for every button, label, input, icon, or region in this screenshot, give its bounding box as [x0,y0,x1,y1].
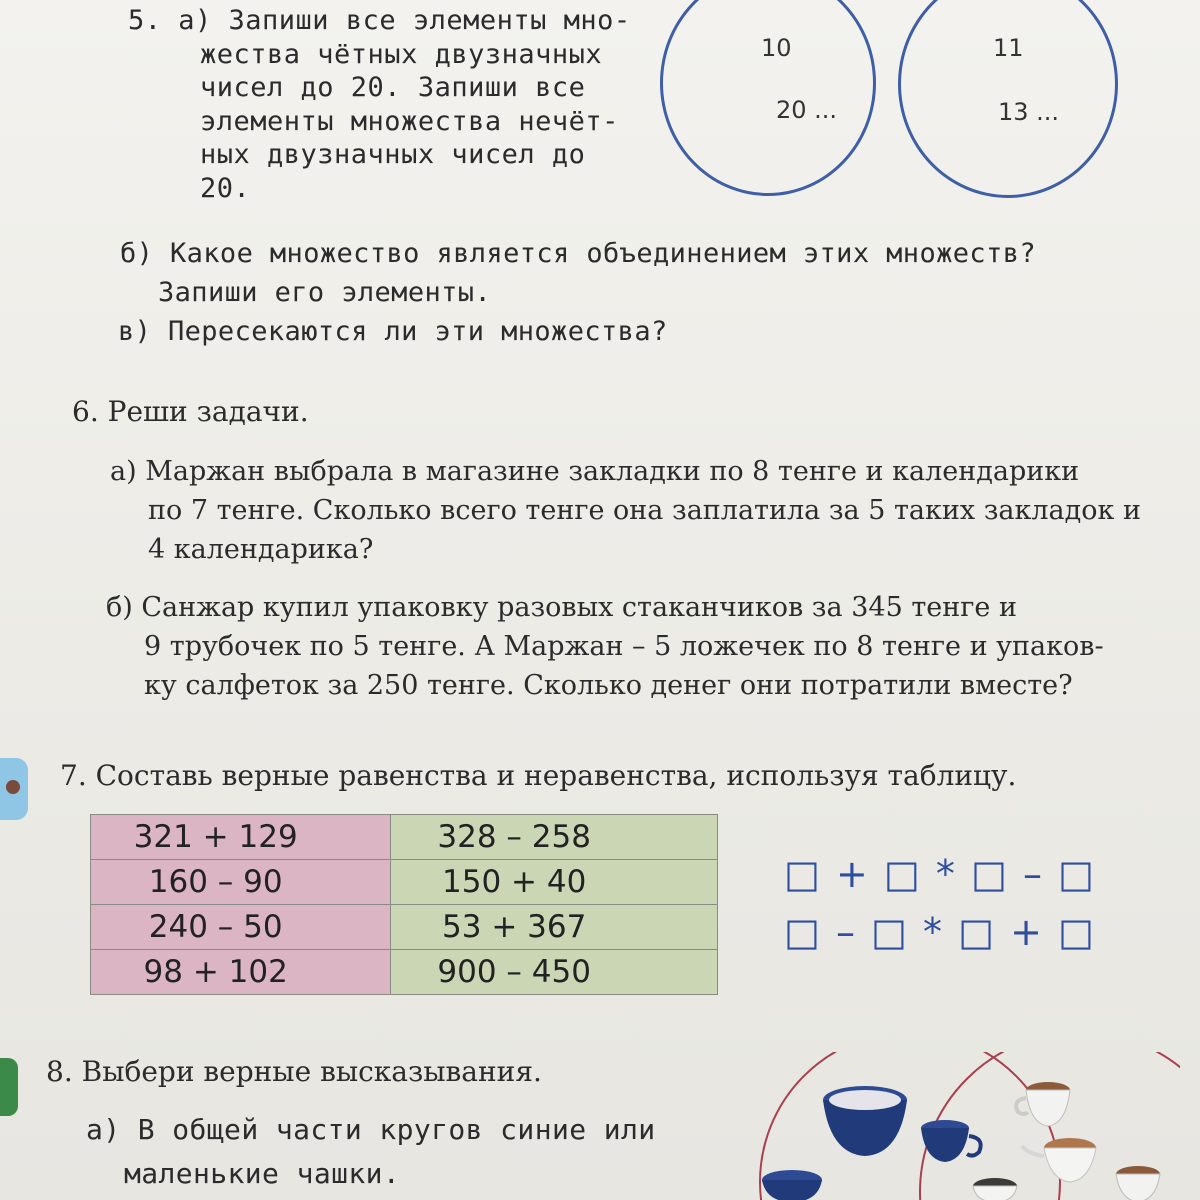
odd-set-first: 11 [993,34,1024,62]
pattern-row-2: □ – □ * □ + □ [784,910,1096,954]
task5-a-line: элементы множества нечёт- [200,105,619,137]
cups-venn-diagram [740,1052,1180,1200]
task8-a-line: маленькие чашки. [124,1157,401,1190]
even-set-first: 10 [761,34,792,62]
table-row [91,905,718,950]
task5-b-line: Запиши его элементы. [158,277,492,308]
blue-cup-bottom [762,1170,822,1200]
table-cell-right: 900 – 450 [391,950,718,995]
white-cup-coffee [1016,1082,1070,1126]
task6-title: 6. Реши задачи. [72,395,309,428]
expression-table [90,814,718,995]
task6-a-text [110,452,1141,569]
blue-cup-small [921,1120,981,1162]
odd-set-second: 13 ... [998,98,1060,126]
blue-cup-large [823,1086,907,1156]
even-set-second: 20 ... [776,96,838,124]
task6-b-text [106,588,1104,705]
table-cell-left: 160 – 90 [91,860,391,905]
task5-a-line: жества чётных двузначных [200,38,603,70]
task6-b-line: 9 трубочек по 5 тенге. А Маржан – 5 ложечек по 8 тенге и упаков- [144,631,1104,662]
white-cup-bottom [973,1178,1017,1200]
task5-a-text [128,4,631,205]
white-cup-coffee-bottom [1116,1166,1160,1200]
task5-a-line: 20. [200,172,251,204]
table-cell-right: 328 – 258 [391,815,718,860]
task7-title: 7. Составь верные равенства и неравенства, используя таблицу. [60,759,1017,792]
table-cell-left: 98 + 102 [91,950,391,995]
even-set-circle [660,0,876,196]
task8-a-text [86,1108,656,1196]
table-row [91,815,718,860]
white-teapot [1022,1138,1096,1182]
task5-b-text [120,234,1036,312]
task5-a-line: чисел до 20. Запиши все [200,72,586,103]
task6-a-line: по 7 тенге. Сколько всего тенге она заплатила за 5 таких закладок и [148,495,1141,526]
task6-b-line: ку салфеток за 250 тенге. Сколько денег они потратили вместе? [144,670,1073,701]
task5-c-text: в) Пересекаются ли эти множества? [118,316,668,347]
green-tab-icon [0,1058,18,1116]
task5-a-line: 5. а) Запиши все элементы мно- [128,5,631,36]
task5-b-line: б) Какое множество является объединением этих множеств? [120,238,1037,269]
table-row [91,860,718,905]
table-cell-right: 53 + 367 [391,905,718,950]
table-cell-left: 321 + 129 [91,815,391,860]
table-cell-right: 150 + 40 [391,860,718,905]
table-row [91,950,718,995]
pattern-row-1: □ + □ * □ – □ [784,852,1096,896]
task6-b-line: б) Санжар купил упаковку разовых стаканчиков за 345 тенге и [106,592,1017,623]
task6-a-line: а) Маржан выбрала в магазине закладки по 8 тенге и календарики [110,456,1080,487]
task8-title: 8. Выбери верные высказывания. [46,1055,542,1088]
student-icon [0,758,28,820]
table-cell-left: 240 – 50 [91,905,391,950]
task5-a-line: ных двузначных чисел до [200,139,586,170]
task6-a-line: 4 календарика? [148,534,374,565]
task8-a-line: а) В общей части кругов синие или [86,1113,656,1146]
